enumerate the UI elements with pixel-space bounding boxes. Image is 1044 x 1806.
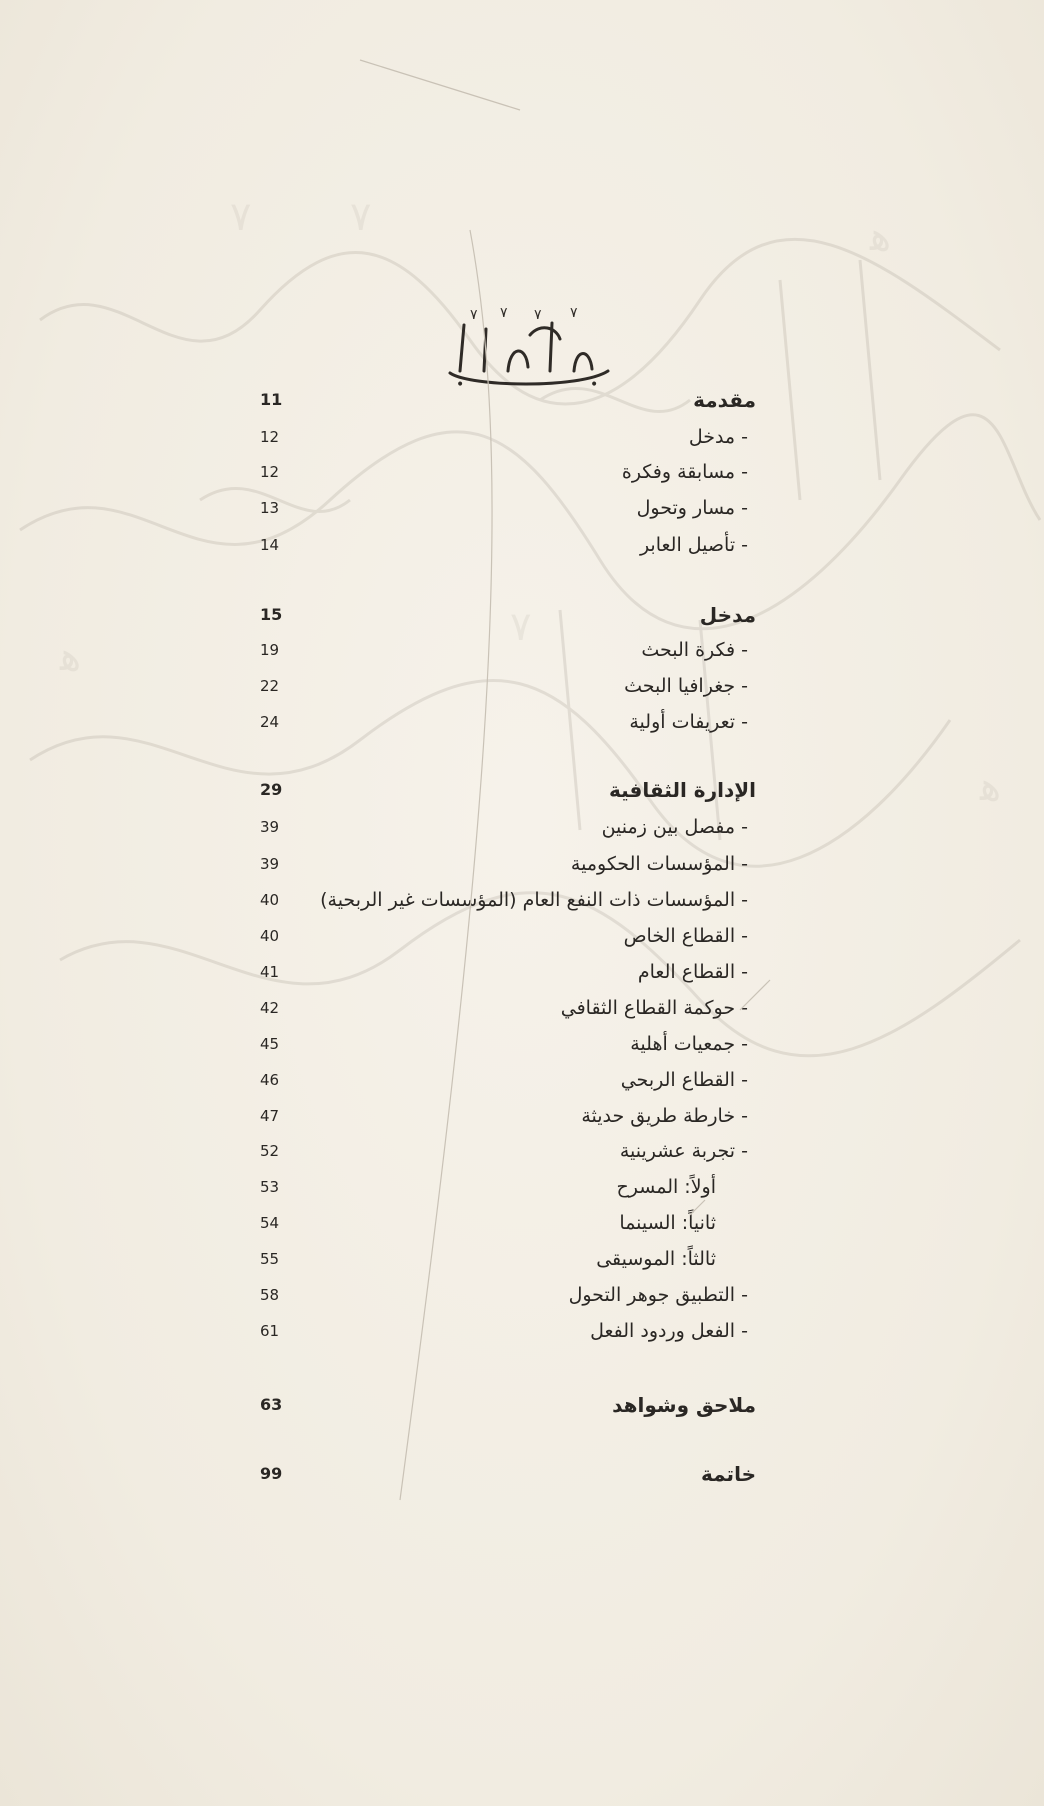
toc-page-number: 61 bbox=[260, 1322, 280, 1340]
toc-page-number: 39 bbox=[260, 818, 280, 836]
toc-page-number: 14 bbox=[260, 536, 280, 554]
toc-entry-label: - القطاع الربحي bbox=[620, 1069, 748, 1091]
svg-text:٧: ٧ bbox=[570, 305, 578, 321]
toc-entry-label: ملاحق وشواهد bbox=[612, 1393, 756, 1417]
toc-entry-label: - جغرافيا البحث bbox=[624, 675, 748, 697]
toc-entry-label: - التطبيق جوهر التحول bbox=[568, 1284, 748, 1306]
toc-page-number: 45 bbox=[260, 1035, 280, 1053]
toc-page-number: 42 bbox=[260, 999, 280, 1017]
toc-entry-label: - تعريفات أولية bbox=[629, 711, 748, 733]
toc-entry-label: - فكرة البحث bbox=[641, 639, 748, 661]
toc-page-number: 41 bbox=[260, 963, 280, 981]
toc-entry-label: - تجربة عشرينية bbox=[619, 1140, 748, 1162]
toc-entry-label: ثانياً: السينما bbox=[619, 1212, 716, 1234]
toc-entry-label: خاتمة bbox=[701, 1462, 756, 1486]
toc-entry-label: - القطاع الخاص bbox=[623, 925, 748, 947]
svg-text:٧: ٧ bbox=[350, 200, 372, 240]
toc-entry-label: - جمعيات أهلية bbox=[630, 1033, 748, 1055]
toc-page-number: 15 bbox=[260, 605, 283, 624]
svg-text:٧: ٧ bbox=[230, 200, 252, 240]
toc-page-number: 47 bbox=[260, 1107, 280, 1125]
svg-text:٧: ٧ bbox=[510, 604, 532, 650]
svg-text:ﻫ: ﻫ bbox=[870, 214, 892, 260]
toc-page-number: 52 bbox=[260, 1142, 280, 1160]
svg-text:٧: ٧ bbox=[470, 307, 478, 323]
toc-page-number: 24 bbox=[260, 713, 280, 731]
toc-page-number: 46 bbox=[260, 1071, 280, 1089]
toc-page-number: 13 bbox=[260, 499, 280, 517]
svg-text:•: • bbox=[590, 377, 599, 393]
toc-entry-label: أولاً: المسرح bbox=[616, 1176, 716, 1198]
toc-entry-label: - مدخل bbox=[688, 426, 748, 448]
toc-entry-label: - مفصل بين زمنين bbox=[601, 816, 748, 838]
toc-page-number: 53 bbox=[260, 1178, 280, 1196]
toc-entry-label: - الفعل وردود الفعل bbox=[590, 1320, 748, 1342]
toc-entry-label: ثالثاً: الموسيقى bbox=[596, 1248, 716, 1270]
toc-page-number: 29 bbox=[260, 780, 283, 799]
toc-entry-label: - خارطة طريق حديثة bbox=[581, 1105, 748, 1127]
toc-entry-label: - حوكمة القطاع الثقافي bbox=[560, 997, 748, 1019]
svg-text:ﻫ: ﻫ bbox=[980, 764, 1002, 810]
toc-entry-label: - مسار وتحول bbox=[636, 497, 748, 519]
toc-page-number: 19 bbox=[260, 641, 280, 659]
toc-page-number: 22 bbox=[260, 677, 280, 695]
toc-page-number: 39 bbox=[260, 855, 280, 873]
toc-entry-label: - المؤسسات ذات النفع العام (المؤسسات غير الربحية) bbox=[320, 889, 748, 911]
toc-entry-label: - تأصيل العابر bbox=[639, 534, 748, 556]
svg-text:٧: ٧ bbox=[534, 307, 542, 323]
toc-page-number: 54 bbox=[260, 1214, 280, 1232]
svg-text:٧: ٧ bbox=[500, 305, 508, 321]
svg-text:ﻫ: ﻫ bbox=[60, 634, 82, 680]
toc-page-number: 11 bbox=[260, 390, 283, 409]
toc-entry-label: - مسابقة وفكرة bbox=[621, 461, 748, 483]
toc-entry-label: مدخل bbox=[699, 603, 756, 627]
toc-page-number: 40 bbox=[260, 927, 280, 945]
toc-page-number: 63 bbox=[260, 1395, 283, 1414]
toc-page-number: 40 bbox=[260, 891, 280, 909]
toc-entry-label: - القطاع العام bbox=[637, 961, 748, 983]
toc-page-number: 58 bbox=[260, 1286, 280, 1304]
toc-entry-label: - المؤسسات الحكومية bbox=[570, 853, 748, 875]
toc-page-number: 55 bbox=[260, 1250, 280, 1268]
svg-text:•: • bbox=[456, 377, 465, 393]
toc-page-number: 12 bbox=[260, 463, 280, 481]
toc-page-number: 12 bbox=[260, 428, 280, 446]
toc-page-number: 99 bbox=[260, 1464, 283, 1483]
toc-entry-label: الإدارة الثقافية bbox=[609, 778, 756, 802]
toc-entry-label: مقدمة bbox=[693, 388, 756, 412]
